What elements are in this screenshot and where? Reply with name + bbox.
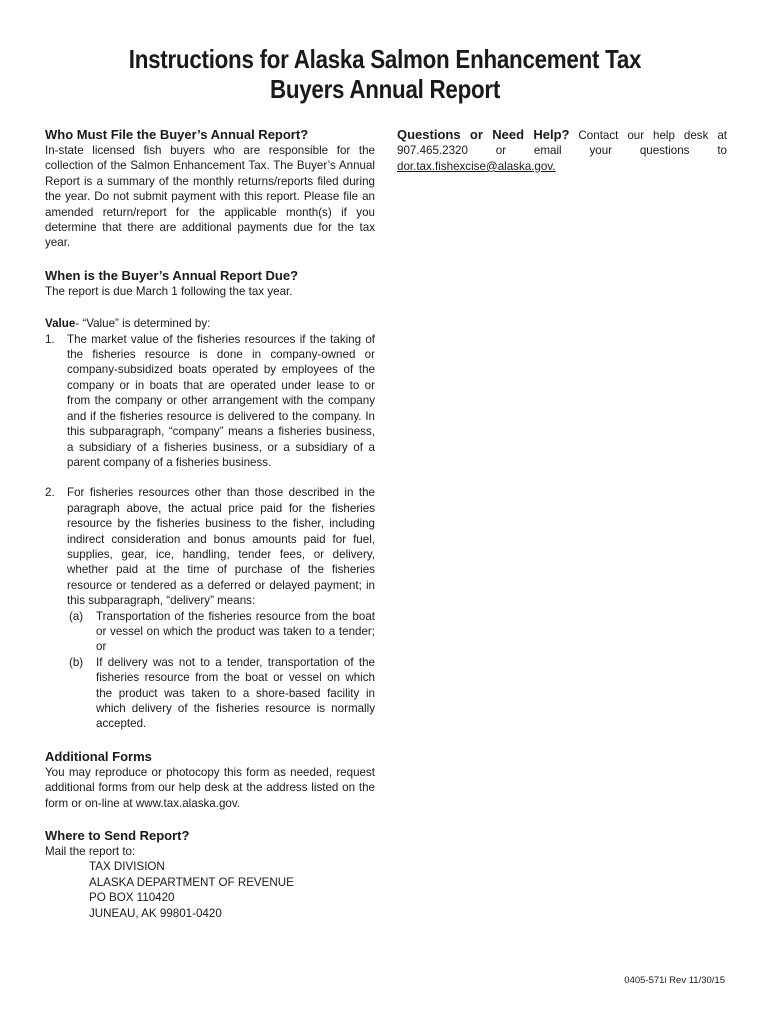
- address-line: ALASKA DEPARTMENT OF REVENUE: [89, 875, 294, 889]
- value-list: [45, 332, 375, 732]
- additional-forms-section: [45, 749, 375, 811]
- help-email-link[interactable]: dor.tax.fishexcise@alaska.gov.: [397, 159, 556, 173]
- additional-forms-heading: Additional Forms: [45, 748, 152, 764]
- value-item-number: 2.: [45, 486, 55, 500]
- value-item-text: The market value of the fisheries resources if the taking of the fisheries resource is done in company-owned or company-subsidized boats operated by employees of the company or in boats that are operated under lease to or from the company or other arrangement with the company and if the fisheries resource is delivered to the company. In this subparagraph, “company” means a fisheries business, a subsidiary of a fisheries business, or a subsidiary of a parent company of a fisheries business.: [67, 332, 375, 469]
- help-text: Contact our help desk at 907.465.2320 or email your questions to: [397, 129, 727, 158]
- when-due-body: The report is due March 1 following the tax year.: [45, 284, 293, 298]
- value-intro: - “Value” is determined by:: [75, 317, 211, 331]
- delivery-sub-item: [69, 609, 375, 655]
- address-line: JUNEAU, AK 99801-0420: [89, 906, 222, 920]
- when-due-section: [45, 268, 375, 299]
- page-title-line-2: Buyers Annual Report: [269, 74, 501, 104]
- right-column: [397, 127, 727, 174]
- value-list-item: [45, 485, 375, 608]
- who-must-file-heading: Who Must File the Buyer’s Annual Report?: [45, 127, 309, 142]
- help-label: Questions or Need Help?: [397, 127, 570, 142]
- form-number: 0405-571i Rev 11/30/15: [624, 975, 725, 986]
- delivery-sub-item-letter: (b): [69, 655, 84, 669]
- where-to-send-intro: Mail the report to:: [45, 845, 136, 859]
- delivery-sub-item-text: If delivery was not to a tender, transportation of the fisheries resource from the boat or vessel on which the product was taken to a shore-based facility in which delivery of the fisheries resource is normally accepted.: [96, 655, 375, 731]
- value-list-item: [45, 332, 375, 471]
- who-must-file-section: [45, 127, 375, 251]
- help-section: [397, 127, 727, 174]
- where-to-send-heading: Where to Send Report?: [45, 828, 190, 844]
- left-column: [45, 127, 375, 938]
- delivery-sub-item-text: Transportation of the fisheries resource from the boat or vessel on which the product was taken to a tender; or: [96, 609, 375, 654]
- address-line: TAX DIVISION: [89, 860, 165, 874]
- where-to-send-section: [45, 828, 375, 921]
- value-label: Value: [45, 317, 76, 331]
- value-section: [45, 316, 375, 732]
- page-title: [88, 44, 681, 104]
- value-intro-line: [45, 316, 375, 331]
- when-due-heading: When is the Buyer’s Annual Report Due?: [45, 267, 299, 283]
- value-item-text: For fisheries resources other than those described in the paragraph above, the actual price paid for the fisheries resource by the fisheries business to the fisher, including indirect consideration and bonus amounts paid for fuel, supplies, gear, ice, handling, tender fees, or delivery, whether paid at the time of purchase of the fisheries resource or tendered as a deferred or delayed payment; in this subparagraph, “delivery” means:: [67, 486, 375, 608]
- page-title-line-1: Instructions for Alaska Salmon Enhancement Tax: [128, 44, 642, 74]
- mailing-address: [89, 859, 375, 921]
- value-item-number: 1.: [45, 332, 55, 346]
- who-must-file-body: In-state licensed fish buyers who are responsible for the collection of the Salmon Enhancement Tax. The Buyer’s Annual Report is a summary of the monthly returns/reports filed during the year. Do not submit payment with this report. Please file an amended return/report for the applicable month(s) if you determine that there are additional payments due for the tax year.: [45, 144, 375, 250]
- address-line: PO BOX 110420: [89, 891, 175, 905]
- delivery-sub-item: [69, 655, 375, 732]
- delivery-sub-item-letter: (a): [69, 609, 84, 623]
- additional-forms-body: You may reproduce or photocopy this form as needed, request additional forms from our help desk at the address listed on the form or on-line at www.tax.alaska.gov.: [45, 765, 375, 810]
